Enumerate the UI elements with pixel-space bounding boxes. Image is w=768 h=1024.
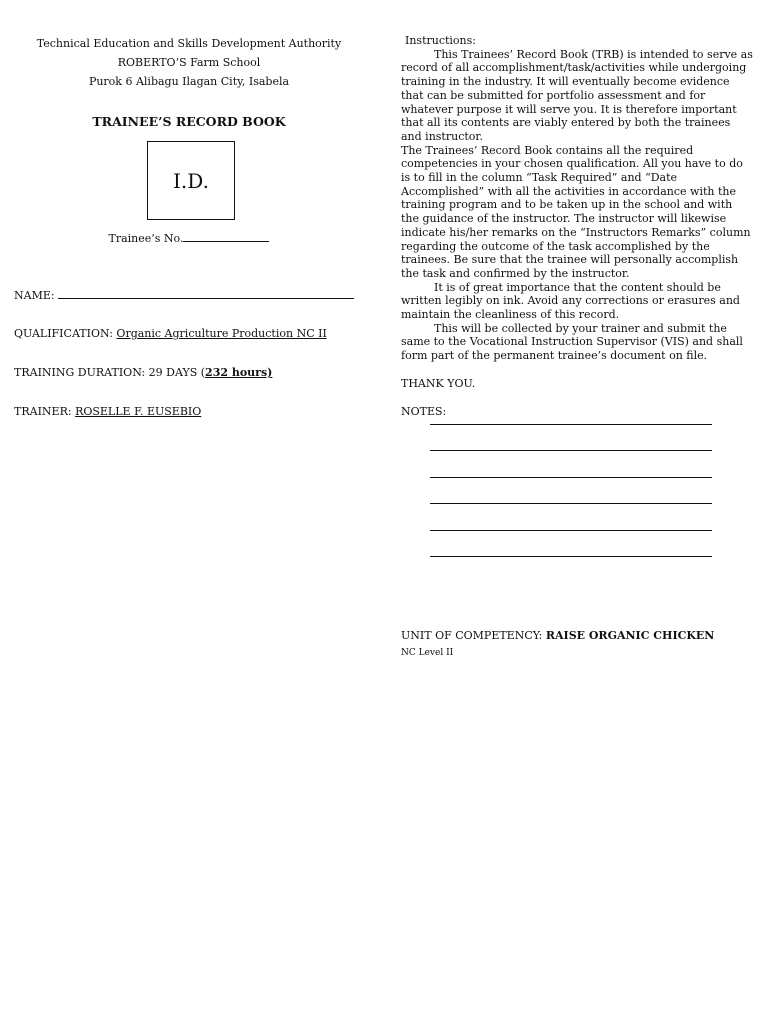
notes-line[interactable] <box>430 556 712 557</box>
unit-of-competency-label: UNIT OF COMPETENCY: <box>401 629 543 642</box>
notes-line[interactable] <box>430 530 712 531</box>
trainer-label: TRAINER: <box>14 405 72 418</box>
nc-level: NC Level II <box>401 648 454 658</box>
notes-line[interactable] <box>430 424 712 425</box>
notes-label: NOTES: <box>401 404 447 418</box>
notes-line[interactable] <box>430 450 712 451</box>
name-label: NAME: <box>14 289 55 302</box>
cover-panel <box>14 34 364 419</box>
qualification-label: QUALIFICATION: <box>14 327 113 340</box>
name-blank[interactable] <box>58 298 354 299</box>
notes-line[interactable] <box>430 477 712 478</box>
qualification-row <box>14 327 364 341</box>
instructions-panel <box>401 34 753 418</box>
unit-of-competency-row <box>401 629 714 642</box>
instructions-paragraph-3: It is of great importance that the content should be written legibly on ink. Avoid any corrections or erasures and maintain the cleanliness of this record. <box>401 280 740 322</box>
page-title: TRAINEE’S RECORD BOOK <box>92 114 286 129</box>
training-duration-row <box>14 366 364 380</box>
id-photo-label: I.D. <box>173 168 209 193</box>
trainee-number-blank[interactable] <box>183 241 269 242</box>
header-address: Purok 6 Alibagu Ilagan City, Isabela <box>88 75 290 88</box>
thank-you-text: THANK YOU. <box>401 376 476 390</box>
header-authority: Technical Education and Skills Development Authority <box>36 37 342 50</box>
header-block <box>14 34 364 91</box>
instructions-paragraph-2: The Trainees’ Record Book contains all the required competencies in your chosen qualification. All you have to do is to fill in the column “Task Required” and “Date Accomplished” with all the activities in accordance with the training program and to be taken up in the school and with the guidance of the instructor. The instructor will likewise indicate his/her remarks on the “Instructors Remarks” column regarding the outcome of the task accomplished by the trainees. Be sure that the trainee will personally accomplish the task and confirmed by the instructor. <box>401 143 751 280</box>
id-photo-box <box>147 141 235 220</box>
trainer-value: ROSELLE F. EUSEBIO <box>75 405 202 418</box>
training-duration-hours: 232 hours) <box>205 366 273 379</box>
qualification-value: Organic Agriculture Production NC II <box>116 327 327 340</box>
trainer-row <box>14 405 364 419</box>
trainee-number-label: Trainee’s No. <box>108 232 184 245</box>
instructions-paragraph-4: This will be collected by your trainer and submit the same to the Vocational Instruction Supervisor (VIS) and shall form part of the permanent trainee’s document on file. <box>401 321 743 363</box>
header-school: ROBERTO’S Farm School <box>117 56 261 69</box>
name-row <box>14 289 364 303</box>
instructions-heading: Instructions: <box>405 34 476 47</box>
instructions-paragraph-1: This Trainees’ Record Book (TRB) is intended to serve as record of all accomplishment/task/activities while undergoing training in the industry. It will eventually become evidence that can be submitted for portfolio assessment and for whatever purpose it will serve you. It is therefore important that all its contents are viably entered by both the trainees and instructor. <box>401 47 753 143</box>
notes-line[interactable] <box>430 503 712 504</box>
training-duration-days: 29 DAYS ( <box>148 366 206 379</box>
trainee-number-row <box>14 232 364 245</box>
training-duration-label: TRAINING DURATION: <box>14 366 146 379</box>
unit-of-competency-value: RAISE ORGANIC CHICKEN <box>545 629 715 642</box>
